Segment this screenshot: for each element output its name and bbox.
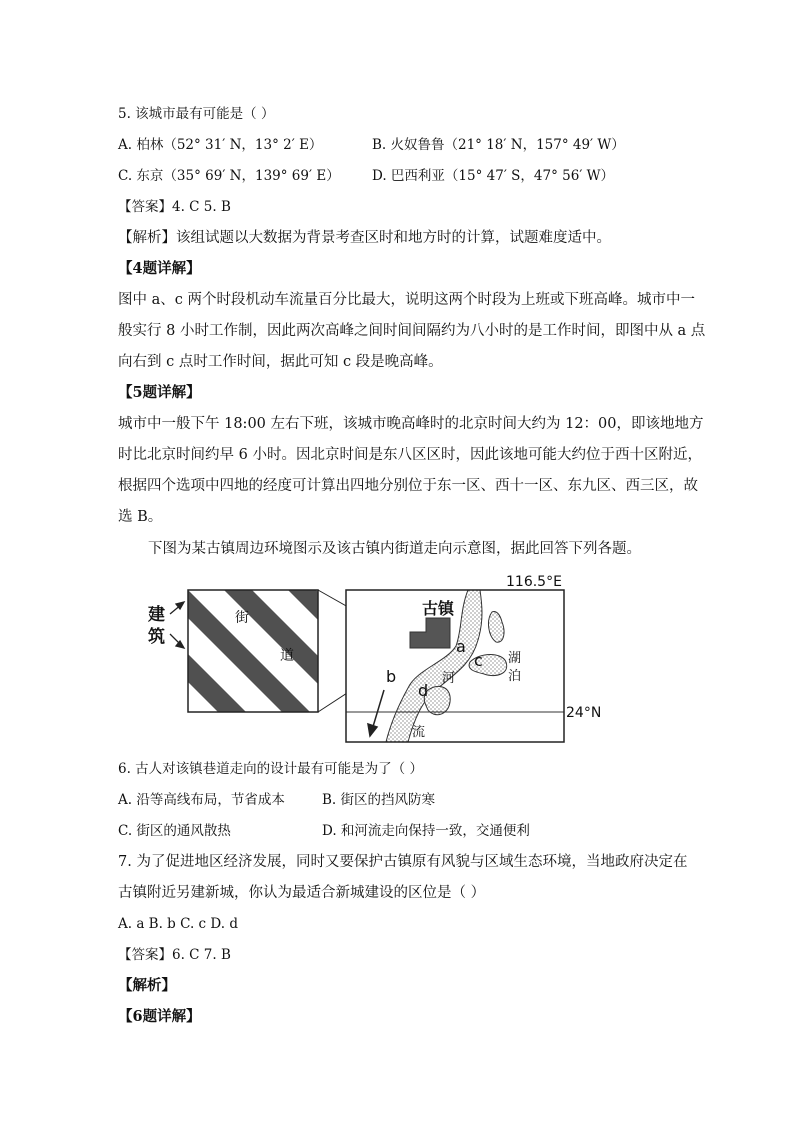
q7-options: A. a B. b C. c D. d	[118, 916, 238, 932]
label-he: 河	[442, 671, 456, 686]
detail-5-title: 【5题详解】	[118, 384, 201, 401]
label-d: d	[418, 681, 429, 700]
detail-4-line-2: 般实行 8 小时工作制，因此两次高峰之间时间间隔约为八小时的是工作时间，即图中从 a 点	[118, 323, 706, 339]
q7-line-1: 7. 为了促进地区经济发展，同时又要保护古镇原有风貌与区域生态环境，当地政府决定在	[118, 854, 688, 870]
label-town: 古镇	[422, 599, 455, 618]
detail-5-line-2: 时比北京时间约早 6 小时。因北京时间是东八区区时，因此该地可能大约位于西十区附近，	[118, 447, 702, 463]
label-po: 泊	[508, 669, 522, 684]
q5-option-d: D. 巴西利亚（15° 47′ S，47° 56′ W）	[372, 168, 615, 184]
q6-option-d: D. 和河流走向保持一致，交通便利	[322, 823, 530, 839]
q7-line-2: 古镇附近另建新城，你认为最适合新城建设的区位是（ ）	[118, 885, 486, 901]
q5-option-a: A. 柏林（52° 31′ N，13° 2′ E）	[118, 137, 323, 153]
label-hu: 湖	[508, 651, 522, 666]
q5-option-c: C. 东京（35° 69′ N，139° 69′ E）	[118, 168, 340, 184]
detail-4-line-3: 向右到 c 点时工作时间，据此可知 c 段是晚高峰。	[118, 354, 443, 370]
detail-4-title: 【4题详解】	[118, 260, 201, 277]
longitude-label: 116.5°E	[506, 574, 562, 590]
latitude-label-text: 24°N	[566, 705, 602, 721]
building-arrows	[170, 602, 184, 648]
detail-5-line-3: 根据四个选项中四地的经度可计算出四地分别位于东一区、西十一区、东九区、西三区，故	[118, 478, 698, 494]
analysis-4-5: 【解析】该组试题以大数据为背景考查区时和地方时的计算，试题难度适中。	[118, 230, 611, 246]
label-zhu: 筑	[148, 627, 165, 647]
q6-option-b: B. 街区的挡风防寒	[322, 792, 436, 808]
label-jie: 街	[235, 610, 249, 626]
q6-stem: 6. 古人对该镇巷道走向的设计最有可能是为了（ ）	[118, 761, 423, 777]
figure-intro: 下图为某古镇周边环境图示及该古镇内街道走向示意图，据此回答下列各题。	[148, 541, 641, 557]
label-b: b	[386, 667, 397, 686]
detail-6-title: 【6题详解】	[118, 1008, 201, 1025]
label-c: c	[474, 651, 483, 670]
q5-stem: 5. 该城市最有可能是（ ）	[118, 106, 275, 122]
analysis-6-7: 【解析】	[118, 977, 176, 994]
q5-option-b: B. 火奴鲁鲁（21° 18′ N，157° 49′ W）	[372, 137, 625, 153]
label-dao: 道	[280, 648, 294, 664]
answer-6-7: 【答案】6. C 7. B	[118, 947, 231, 963]
label-jian: 建	[148, 605, 165, 625]
q6-option-a: A. 沿等高线布局，节省成本	[118, 792, 285, 808]
label-liu: 流	[412, 725, 426, 740]
q6-option-c: C. 街区的通风散热	[118, 823, 231, 839]
label-a: a	[456, 637, 466, 656]
answer-4-5: 【答案】4. C 5. B	[118, 199, 231, 215]
detail-5-line-4: 选 B。	[118, 509, 163, 525]
detail-5-line-1: 城市中一般下午 18:00 左右下班，该城市晚高峰时的北京时间大约为 12：00，即该地地方	[118, 416, 704, 432]
detail-4-line-1: 图中 a、c 两个时段机动车流量百分比最大，说明这两个时段为上班或下班高峰。城市中一	[118, 292, 695, 308]
map-figure	[140, 570, 580, 750]
